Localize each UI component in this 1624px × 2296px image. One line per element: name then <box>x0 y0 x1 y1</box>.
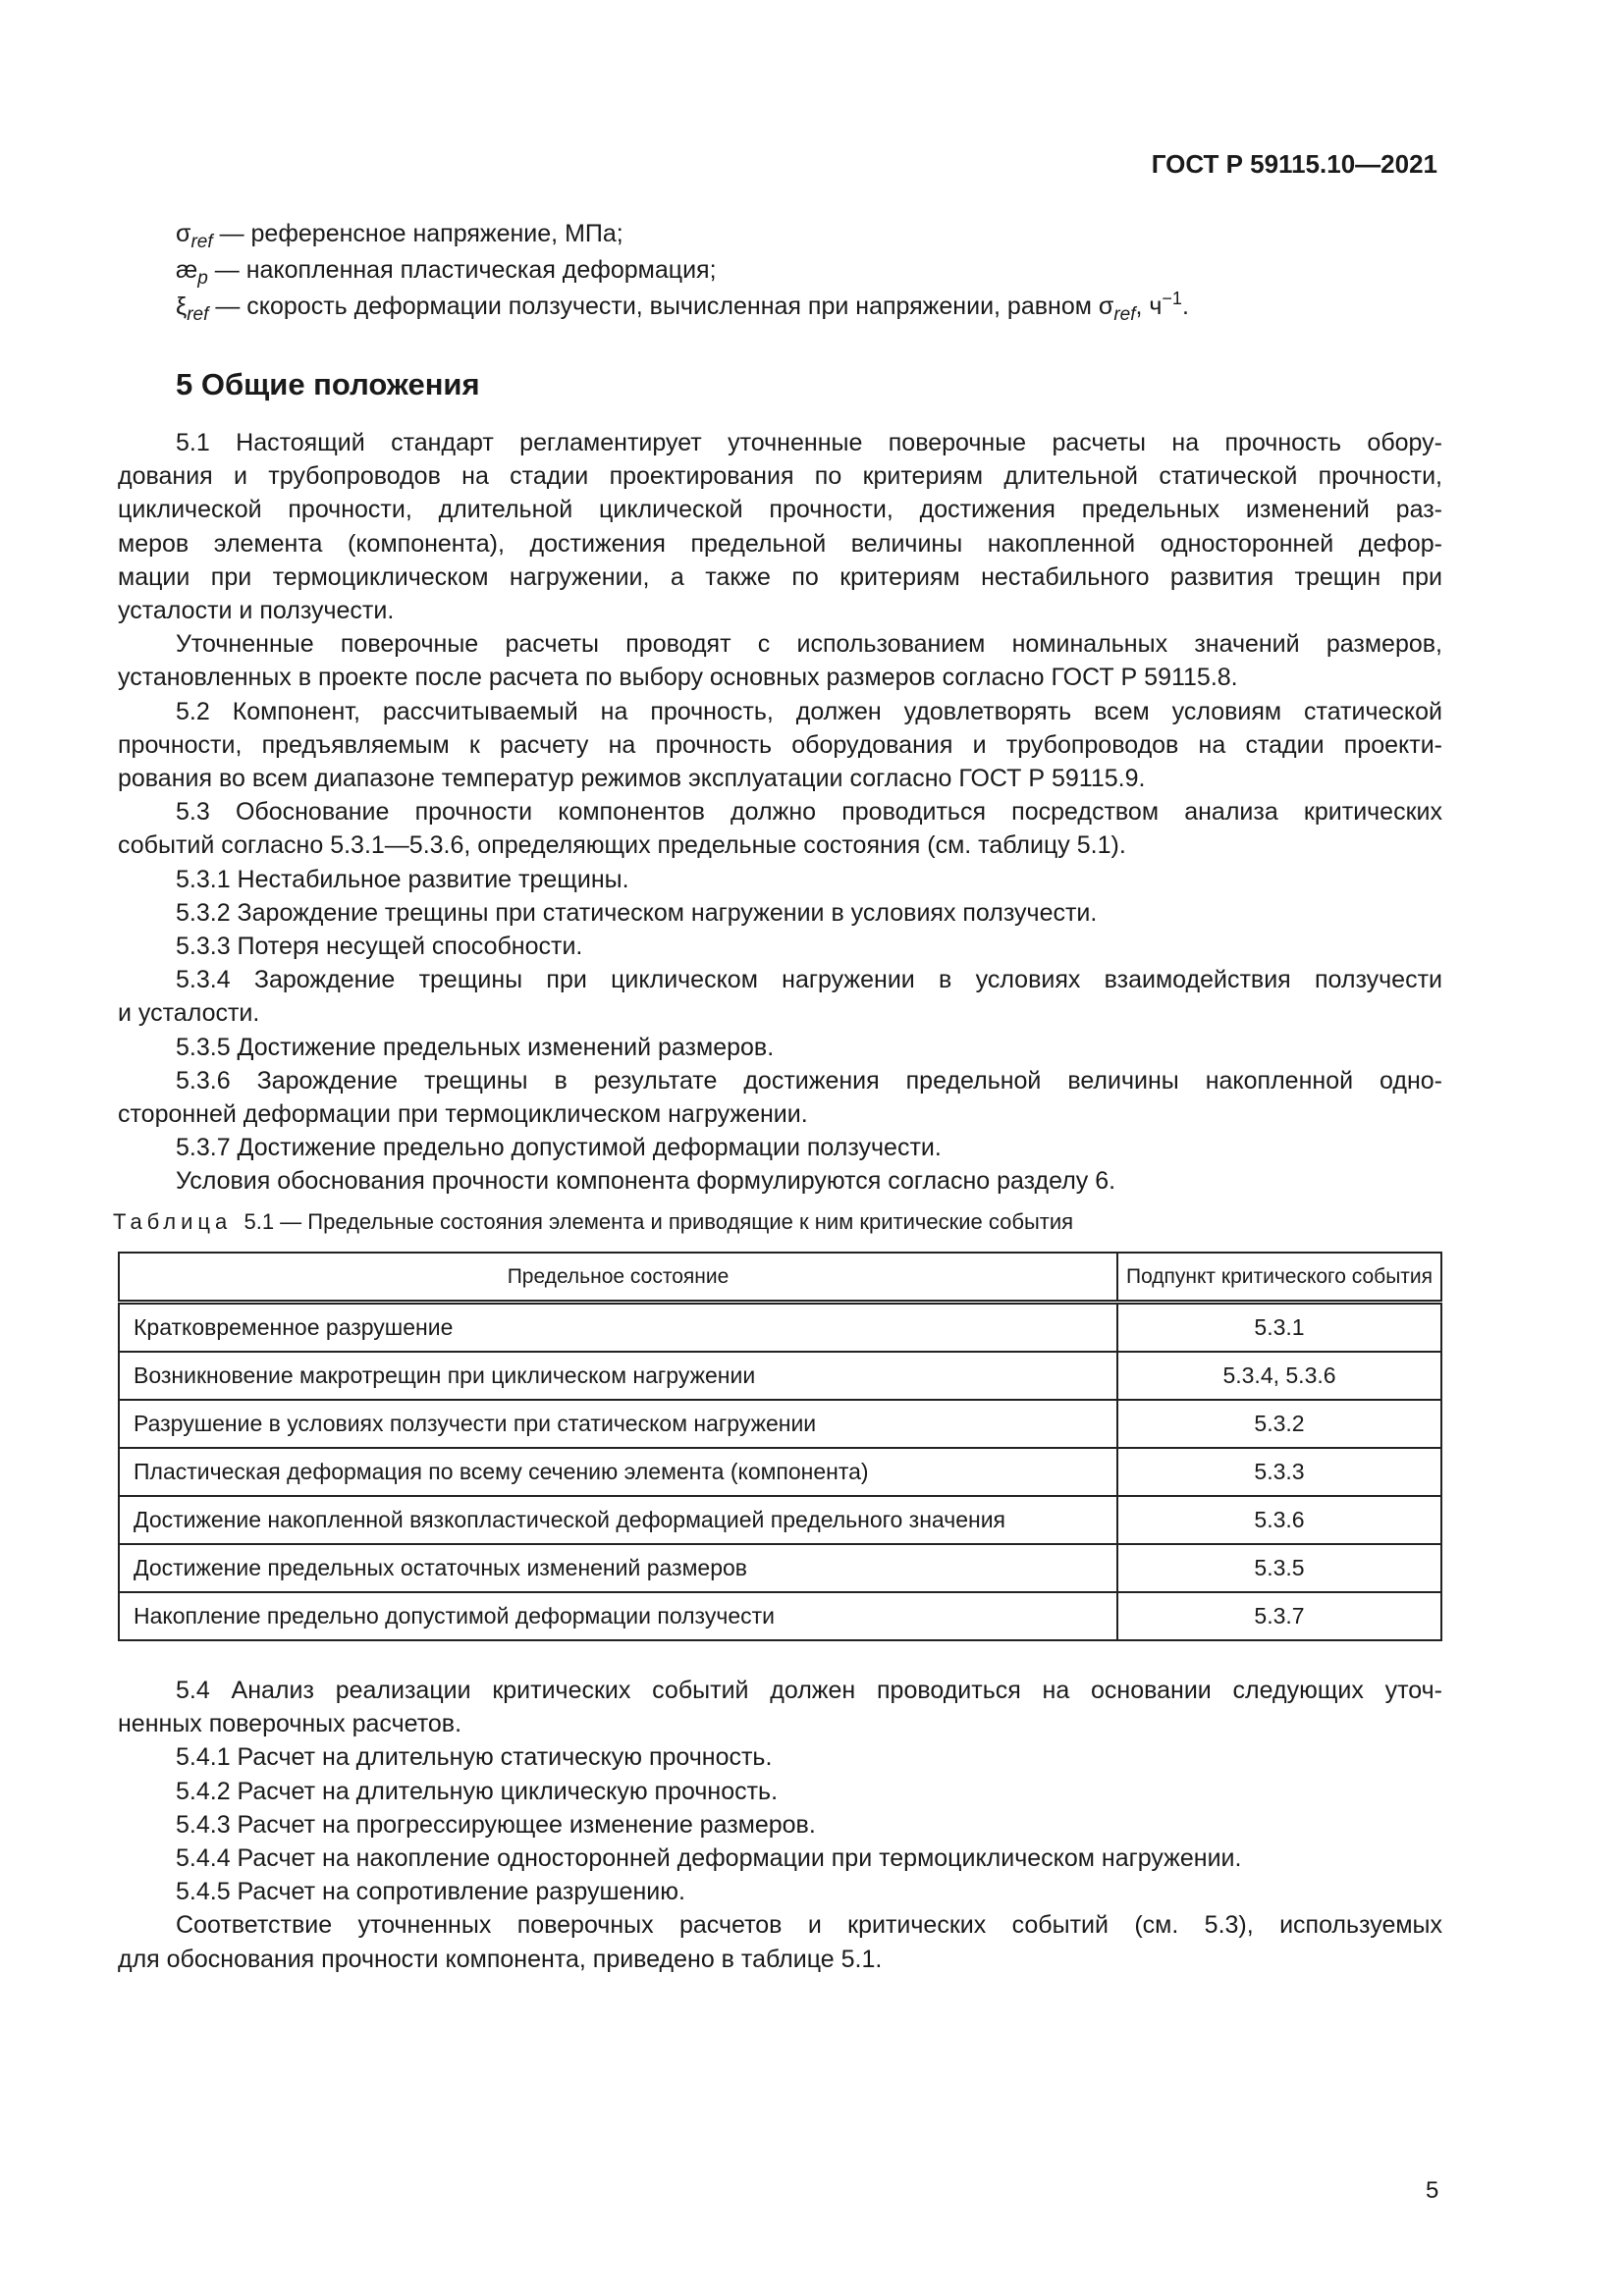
text-line: дования и трубопроводов на стадии проектирования по критериям длительной статической прочности, <box>118 462 1442 491</box>
symbol-subscript: ref <box>190 232 213 252</box>
text-line: 5.3.4 Зарождение трещины при циклическом нагружении в условиях взаимодействия ползучести <box>176 966 1442 994</box>
symbol: σ <box>1098 293 1114 320</box>
text-line: Условия обоснования прочности компонента формулируются согласно разделу 6. <box>176 1167 1116 1196</box>
definition-text: — скорость деформации ползучести, вычисленная при напряжении, равном <box>208 293 1099 320</box>
limit-state-cell: Возникновение макротрещин при циклическом нагружении <box>119 1352 1117 1400</box>
symbol-definition <box>176 252 1189 289</box>
definition-text: — референсное напряжение, МПа; <box>212 220 623 247</box>
body-text-5-4 <box>118 1674 1442 1976</box>
table-header-row <box>119 1253 1441 1303</box>
subclause-cell: 5.3.3 <box>1117 1448 1441 1496</box>
limit-state-cell: Пластическая деформация по всему сечению элемента (компонента) <box>119 1448 1117 1496</box>
text-line: 5.3.7 Достижение предельно допустимой деформации ползучести. <box>176 1134 942 1162</box>
text-line: рования во всем диапазоне температур режимов эксплуатации согласно ГОСТ Р 59115.9. <box>118 765 1146 793</box>
table-caption-label: Таблица <box>113 1209 233 1234</box>
column-header-limit-state: Предельное состояние <box>119 1253 1117 1303</box>
limit-state-cell: Достижение накопленной вязкопластической деформацией предельного значения <box>119 1496 1117 1544</box>
text-line: 5.4.5 Расчет на сопротивление разрушению. <box>176 1878 685 1906</box>
text-line: 5.3.6 Зарождение трещины в результате достижения предельной величины накопленной одно- <box>176 1066 1442 1095</box>
symbol-definitions <box>176 216 1189 325</box>
page-number: 5 <box>1426 2177 1439 2204</box>
table-row <box>119 1496 1441 1544</box>
unit: , ч <box>1135 293 1163 320</box>
table-row <box>119 1592 1441 1640</box>
table-row <box>119 1352 1441 1400</box>
limit-state-cell: Достижение предельных остаточных изменений размеров <box>119 1544 1117 1592</box>
text-line: прочности, предъявляемым к расчету на прочность оборудования и трубопроводов на стадии проекти- <box>118 730 1442 759</box>
limit-states-table <box>118 1252 1442 1641</box>
text-line: сторонней деформации при термоциклическом нагружении. <box>118 1100 808 1129</box>
column-header-subclause: Подпункт критического события <box>1117 1253 1441 1303</box>
punctuation: . <box>1181 293 1189 320</box>
subclause-cell: 5.3.4, 5.3.6 <box>1117 1352 1441 1400</box>
text-line: 5.4.4 Расчет на накопление односторонней деформации при термоциклическом нагружении. <box>176 1844 1242 1873</box>
subclause-cell: 5.3.7 <box>1117 1592 1441 1640</box>
text-line: Уточненные поверочные расчеты проводят с использованием номинальных значений размеров, <box>176 630 1442 659</box>
unit-exponent: −1 <box>1162 289 1182 308</box>
text-line: мации при термоциклическом нагружении, а также по критериям нестабильного развития трещин при <box>118 562 1442 591</box>
table-row <box>119 1448 1441 1496</box>
text-line: 5.4 Анализ реализации критических событий должен проводиться на основании следующих уточ- <box>176 1677 1442 1704</box>
text-line: 5.1 Настоящий стандарт регламентирует уточненные поверочные расчеты на прочность обору- <box>176 429 1442 456</box>
document-header: ГОСТ Р 59115.10—2021 <box>1151 149 1437 179</box>
subclause-cell: 5.3.2 <box>1117 1400 1441 1448</box>
subclause-cell: 5.3.5 <box>1117 1544 1441 1592</box>
text-line: 5.4.3 Расчет на прогрессирующее изменение размеров. <box>176 1810 816 1839</box>
text-line: Соответствие уточненных поверочных расчетов и критических событий (см. 5.3), используемых <box>176 1911 1442 1940</box>
limit-state-cell: Кратковременное разрушение <box>119 1303 1117 1353</box>
text-line: меров элемента (компонента), достижения предельной величины накопленной односторонней дефор- <box>118 529 1442 558</box>
subclause-cell: 5.3.1 <box>1117 1303 1441 1353</box>
table-caption <box>113 1209 1073 1235</box>
text-line: событий согласно 5.3.1—5.3.6, определяющих предельные состояния (см. таблицу 5.1). <box>118 831 1126 860</box>
table-caption-text: 5.1 — Предельные состояния элемента и приводящие к ним критические события <box>232 1209 1074 1234</box>
table-row <box>119 1544 1441 1592</box>
limit-state-cell: Разрушение в условиях ползучести при статическом нагружении <box>119 1400 1117 1448</box>
text-line: усталости и ползучести. <box>118 597 395 625</box>
symbol-subscript: p <box>197 268 208 289</box>
table-row <box>119 1303 1441 1353</box>
text-line: 5.4.1 Расчет на длительную статическую прочность. <box>176 1743 773 1772</box>
text-line: для обоснования прочности компонента, приведено в таблице 5.1. <box>118 1945 883 1973</box>
text-line: 5.2 Компонент, рассчитываемый на прочность, должен удовлетворять всем условиям статической <box>176 697 1442 725</box>
subclause-cell: 5.3.6 <box>1117 1496 1441 1544</box>
body-text-section-5 <box>118 426 1442 1199</box>
limit-state-cell: Накопление предельно допустимой деформации ползучести <box>119 1592 1117 1640</box>
table-row <box>119 1400 1441 1448</box>
symbol: æ <box>176 256 198 284</box>
symbol-definition <box>176 289 1189 325</box>
definition-text: — накопленная пластическая деформация; <box>207 256 717 284</box>
section-heading: 5 Общие положения <box>176 367 480 401</box>
symbol: σ <box>176 220 191 247</box>
text-line: 5.3.1 Нестабильное развитие трещины. <box>176 865 629 893</box>
text-line: 5.3 Обоснование прочности компонентов должно проводиться посредством анализа критических <box>176 798 1442 827</box>
symbol-subscript: ref <box>187 304 209 325</box>
symbol: ξ <box>176 293 188 320</box>
text-line: циклической прочности, длительной циклической прочности, достижения предельных изменений раз- <box>118 496 1442 524</box>
text-line: 5.3.5 Достижение предельных изменений размеров. <box>176 1033 775 1061</box>
symbol-subscript: ref <box>1113 304 1136 325</box>
text-line: установленных в проекте после расчета по выбору основных размеров согласно ГОСТ Р 59115.8. <box>118 664 1238 692</box>
symbol-definition <box>176 216 1189 252</box>
text-line: 5.3.3 Потеря несущей способности. <box>176 933 583 961</box>
text-line: ненных поверочных расчетов. <box>118 1710 462 1738</box>
text-line: 5.3.2 Зарождение трещины при статическом нагружении в условиях ползучести. <box>176 898 1098 927</box>
text-line: и усталости. <box>118 999 260 1028</box>
text-line: 5.4.2 Расчет на длительную циклическую прочность. <box>176 1777 779 1805</box>
